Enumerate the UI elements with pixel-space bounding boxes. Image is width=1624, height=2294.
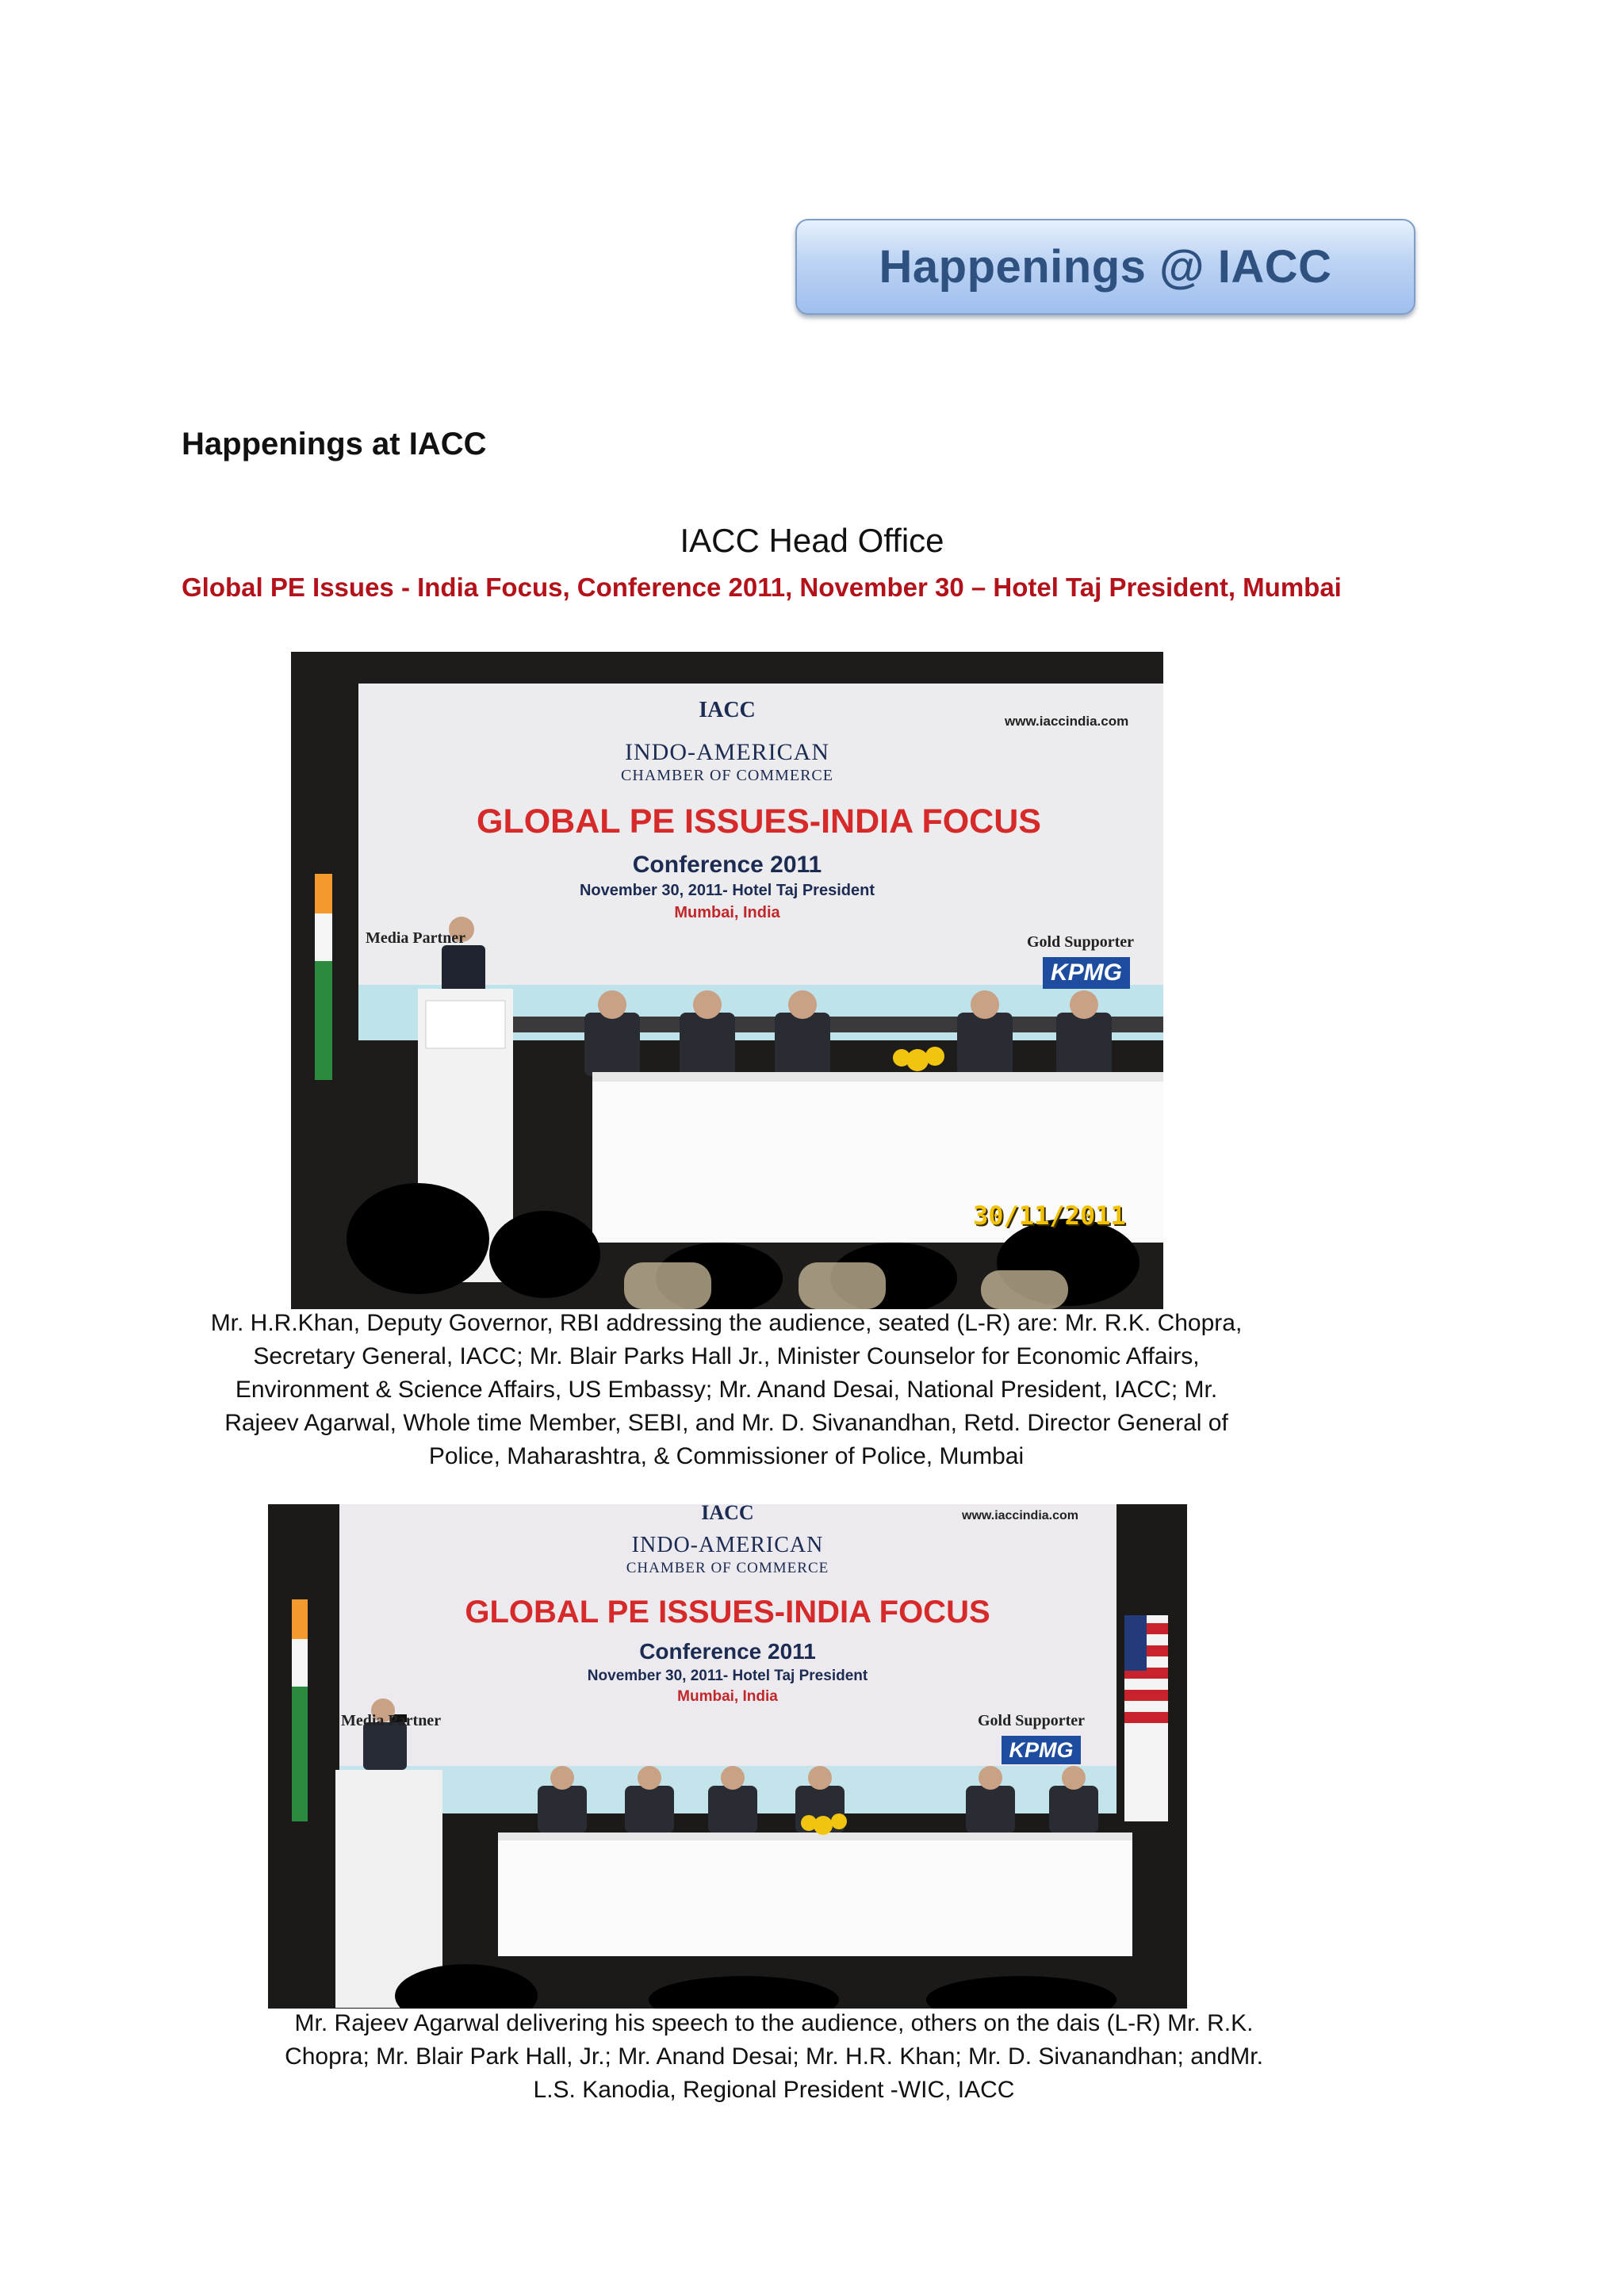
photo-1-caption: Mr. H.R.Khan, Deputy Governor, RBI addressing the audience, seated (L-R) are: Mr. R.K. Chopra, Secretary General, IACC; Mr. Blair Parks Hall Jr., Minister Counselor for Economic Affairs, Environment & Science Affairs, US Embassy; Mr. Anand Desai, National President, IACC; Mr. Rajeev Agarwal, Whole time Member, SEBI, and Mr. D. Sivanandhan, Retd. Director General of Police, Maharashtra, & Commissioner of Police, Mumbai <box>210 1310 1243 1469</box>
banner-subtitle: Conference 2011 <box>639 1639 816 1664</box>
banner-sponsor-logo: KPMG <box>1002 1736 1081 1764</box>
banner-org-line1: INDO-AMERICAN <box>631 1533 824 1557</box>
happenings-banner <box>795 219 1415 315</box>
banner-subtitle: Conference 2011 <box>632 852 822 878</box>
section-title: Happenings at IACC <box>182 427 487 461</box>
banner-date-venue: November 30, 2011- Hotel Taj President <box>587 1668 868 1684</box>
photo-date-stamp: 30/11/2011 <box>973 1201 1126 1231</box>
banner-title: Happenings @ IACC <box>879 241 1332 293</box>
banner-website: www.iaccindia.com <box>1005 714 1129 729</box>
banner-date-venue: November 30, 2011- Hotel Taj President <box>579 882 875 899</box>
conference-photo-2 <box>268 1504 1187 2009</box>
banner-gold-supporter: Gold Supporter <box>978 1712 1086 1729</box>
banner-gold-supporter: Gold Supporter <box>1027 933 1135 951</box>
banner-sponsor-logo: KPMG <box>1043 957 1130 989</box>
banner-location: Mumbai, India <box>674 904 780 921</box>
banner-logo: IACC <box>699 698 756 722</box>
banner-website: www.iaccindia.com <box>962 1509 1079 1522</box>
banner-logo: IACC <box>701 1504 754 1524</box>
banner-title-text: GLOBAL PE ISSUES-INDIA FOCUS <box>477 802 1041 841</box>
banner-media-partner: Media Partner <box>366 929 466 947</box>
event-heading: Global PE Issues - India Focus, Conference 2011, November 30 – Hotel Taj President, Mumbai <box>182 573 1342 602</box>
banner-title-text: GLOBAL PE ISSUES-INDIA FOCUS <box>465 1595 990 1630</box>
banner-location: Mumbai, India <box>677 1688 778 1705</box>
photo-2-caption: Mr. Rajeev Agarwal delivering his speech to the audience, others on the dais (L-R) Mr. R.K. Chopra; Mr. Blair Park Hall, Jr.; Mr. Anand Desai; Mr. H.R. Khan; Mr. D. Sivanandhan; andMr. L.S. Kanodia, Regional President -WIC, IACC <box>285 2010 1263 2103</box>
office-heading: IACC Head Office <box>680 522 944 559</box>
banner-org-line1: INDO-AMERICAN <box>625 739 829 765</box>
banner-media-partner: Media Partner <box>341 1712 442 1729</box>
banner-org-line2: CHAMBER OF COMMERCE <box>621 767 833 784</box>
conference-photo-1 <box>291 652 1163 1309</box>
banner-org-line2: CHAMBER OF COMMERCE <box>626 1560 829 1576</box>
